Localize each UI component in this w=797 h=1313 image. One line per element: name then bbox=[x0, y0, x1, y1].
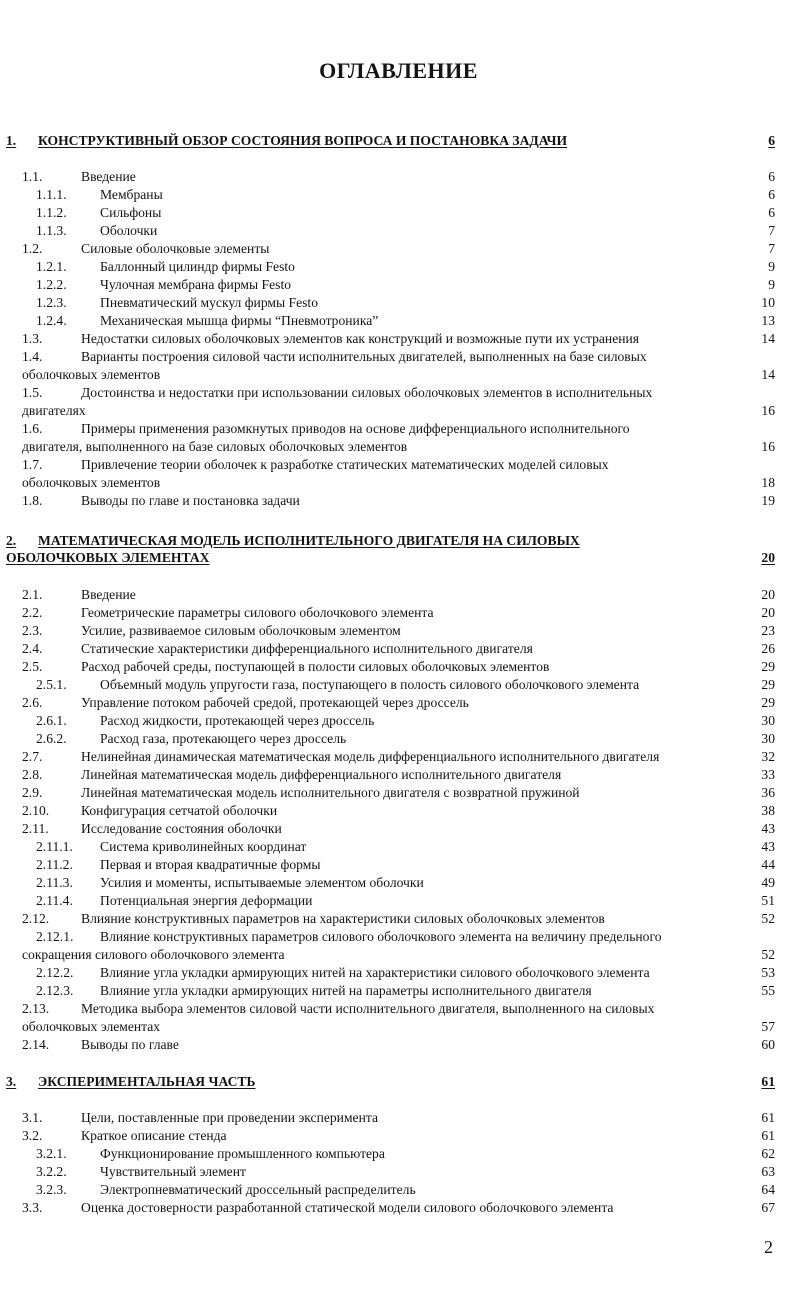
entry-page: 26 bbox=[761, 641, 775, 656]
entry-number: 2.12. bbox=[22, 911, 50, 926]
entry-number: 2.4. bbox=[22, 641, 43, 656]
entry-title: Введение bbox=[81, 587, 136, 602]
entry-number: 1.2.2. bbox=[36, 277, 67, 292]
entry-page: 52 bbox=[761, 947, 775, 962]
page-title: ОГЛАВЛЕНИЕ bbox=[319, 58, 478, 83]
entry-page: 14 bbox=[761, 331, 775, 346]
entry-page: 20 bbox=[761, 605, 775, 620]
entry-title: Усилие, развиваемое силовым оболочковым элементом bbox=[81, 623, 401, 638]
entry-number: 2.6.2. bbox=[36, 731, 67, 746]
chapter-page: 20 bbox=[761, 550, 775, 565]
entry-page: 57 bbox=[761, 1019, 775, 1034]
entry-page: 44 bbox=[761, 857, 775, 872]
entry-number: 2.11.3. bbox=[36, 875, 73, 890]
entry-title: Сильфоны bbox=[100, 205, 162, 220]
entry-page: 61 bbox=[761, 1110, 775, 1125]
entry-number: 1.2. bbox=[22, 241, 43, 256]
entry-number: 1.1.2. bbox=[36, 205, 67, 220]
entry-title: Чувствительный элемент bbox=[100, 1164, 246, 1179]
entry-title: Оценка достоверности разработанной статической модели силового оболочкового элемента bbox=[81, 1200, 614, 1215]
chapter-title: КОНСТРУКТИВНЫЙ ОБЗОР СОСТОЯНИЯ ВОПРОСА И ПОСТАНОВКА ЗАДАЧИ bbox=[38, 133, 568, 148]
entry-page: 30 bbox=[761, 731, 775, 746]
chapter-number: 1. bbox=[6, 133, 17, 148]
entry-title: Выводы по главе и постановка задачи bbox=[81, 493, 300, 508]
entry-title-line1: Привлечение теории оболочек к разработке статических математических моделей силовых bbox=[81, 457, 609, 472]
entry-title: Влияние угла укладки армирующих нитей на характеристики силового оболочкового элемента bbox=[100, 965, 650, 980]
entry-page: 19 bbox=[761, 493, 775, 508]
entry-page: 6 bbox=[768, 205, 775, 220]
entry-title: Объемный модуль упругости газа, поступающего в полость силового оболочкового элемента bbox=[100, 677, 640, 692]
entry-title: Расход рабочей среды, поступающей в полости силовых оболочковых элементов bbox=[81, 659, 550, 674]
entry-number: 2.6. bbox=[22, 695, 43, 710]
entry-page: 62 bbox=[761, 1146, 775, 1161]
entry-page: 6 bbox=[768, 187, 775, 202]
entry-number: 1.6. bbox=[22, 421, 43, 436]
entry-title: Конфигурация сетчатой оболочки bbox=[81, 803, 278, 818]
entry-page: 61 bbox=[761, 1128, 775, 1143]
chapter-title-line1: МАТЕМАТИЧЕСКАЯ МОДЕЛЬ ИСПОЛНИТЕЛЬНОГО ДВИГАТЕЛЯ НА СИЛОВЫХ bbox=[38, 533, 580, 548]
entry-title-line1: Примеры применения разомкнутых приводов на основе дифференциального исполнительного bbox=[81, 421, 630, 436]
entry-title: Оболочки bbox=[100, 223, 158, 238]
entry-title: Статические характеристики дифференциального исполнительного двигателя bbox=[81, 641, 533, 656]
entry-number: 3.2.1. bbox=[36, 1146, 67, 1161]
entry-page: 52 bbox=[761, 911, 775, 926]
entry-page: 29 bbox=[761, 659, 775, 674]
entry-number: 2.7. bbox=[22, 749, 43, 764]
entry-title: Потенциальная энергия деформации bbox=[100, 893, 313, 908]
entry-number: 2.8. bbox=[22, 767, 43, 782]
entry-number: 1.3. bbox=[22, 331, 43, 346]
entry-title: Цели, поставленные при проведении эксперимента bbox=[81, 1110, 379, 1125]
entry-title: Влияние угла укладки армирующих нитей на параметры исполнительного двигателя bbox=[100, 983, 592, 998]
entry-title-line2: сокращения силового оболочкового элемента bbox=[22, 947, 285, 962]
entry-page: 13 bbox=[761, 313, 775, 328]
entry-page: 7 bbox=[768, 241, 775, 256]
entry-title: Механическая мышца фирмы “Пневмотроника” bbox=[100, 313, 379, 328]
entry-page: 30 bbox=[761, 713, 775, 728]
entry-number: 1.5. bbox=[22, 385, 43, 400]
entry-title: Исследование состояния оболочки bbox=[81, 821, 282, 836]
entry-title-line1: Влияние конструктивных параметров силового оболочкового элемента на величину предельного bbox=[100, 929, 662, 944]
entry-number: 3.2.2. bbox=[36, 1164, 67, 1179]
entry-number: 1.1.1. bbox=[36, 187, 67, 202]
entry-number: 3.1. bbox=[22, 1110, 43, 1125]
entry-title: Система криволинейных координат bbox=[100, 839, 307, 854]
entry-page: 33 bbox=[761, 767, 775, 782]
entry-title: Линейная математическая модель исполнительного двигателя с возвратной пружиной bbox=[81, 785, 580, 800]
entry-title: Выводы по главе bbox=[81, 1037, 179, 1052]
entry-number: 2.5. bbox=[22, 659, 43, 674]
chapter-page: 6 bbox=[768, 133, 775, 148]
entry-title: Геометрические параметры силового оболочкового элемента bbox=[81, 605, 434, 620]
entry-page: 36 bbox=[761, 785, 775, 800]
entry-title: Влияние конструктивных параметров на характеристики силовых оболочковых элементов bbox=[81, 911, 605, 926]
entry-page: 20 bbox=[761, 587, 775, 602]
entry-number: 2.10. bbox=[22, 803, 50, 818]
entry-title: Функционирование промышленного компьютера bbox=[100, 1146, 385, 1161]
entry-number: 2.12.1. bbox=[36, 929, 74, 944]
entry-number: 2.9. bbox=[22, 785, 43, 800]
entry-number: 1.2.3. bbox=[36, 295, 67, 310]
entry-page: 67 bbox=[761, 1200, 775, 1215]
entry-title-line2: двигателях bbox=[22, 403, 86, 418]
chapter-page: 61 bbox=[761, 1074, 775, 1089]
entry-number: 3.2. bbox=[22, 1128, 43, 1143]
chapter-3-heading[interactable] bbox=[6, 1073, 775, 1090]
chapter-1-heading[interactable] bbox=[6, 132, 775, 149]
chapter-title: ЭКСПЕРИМЕНТАЛЬНАЯ ЧАСТЬ bbox=[38, 1074, 256, 1089]
entry-title-line2: двигателя, выполненного на базе силовых оболочковых элементов bbox=[22, 439, 408, 454]
entry-number: 2.5.1. bbox=[36, 677, 67, 692]
entry-page: 51 bbox=[761, 893, 775, 908]
entry-number: 2.12.3. bbox=[36, 983, 74, 998]
entry-title: Краткое описание стенда bbox=[81, 1128, 227, 1143]
entry-title: Электропневматический дроссельный распределитель bbox=[100, 1182, 416, 1197]
entry-title: Расход газа, протекающего через дроссель bbox=[100, 731, 347, 746]
entry-number: 1.8. bbox=[22, 493, 43, 508]
entry-page: 32 bbox=[761, 749, 775, 764]
page-number: 2 bbox=[764, 1237, 773, 1257]
entry-title: Чулочная мембрана фирмы Festo bbox=[100, 277, 292, 292]
entry-page: 38 bbox=[761, 803, 775, 818]
entry-title-line1: Достоинства и недостатки при использовании силовых оболочковых элементов в исполнительных bbox=[81, 385, 653, 400]
entry-number: 3.3. bbox=[22, 1200, 43, 1215]
entry-number: 1.1. bbox=[22, 169, 43, 184]
entry-page: 55 bbox=[761, 983, 775, 998]
entry-number: 2.14. bbox=[22, 1037, 50, 1052]
entry-page: 29 bbox=[761, 695, 775, 710]
entry-page: 63 bbox=[761, 1164, 775, 1179]
entry-number: 3.2.3. bbox=[36, 1182, 67, 1197]
entry-page: 60 bbox=[761, 1037, 775, 1052]
entry-page: 49 bbox=[761, 875, 775, 890]
entry-number: 1.7. bbox=[22, 457, 43, 472]
entry-page: 9 bbox=[768, 277, 775, 292]
chapter-number: 2. bbox=[6, 533, 17, 548]
entry-number: 2.12.2. bbox=[36, 965, 74, 980]
entry-number: 2.2. bbox=[22, 605, 43, 620]
entry-title: Нелинейная динамическая математическая модель дифференциального исполнительного двигателя bbox=[81, 749, 660, 764]
entry-title: Линейная математическая модель дифференциального исполнительного двигателя bbox=[81, 767, 562, 782]
entry-title-line2: оболочковых элементов bbox=[22, 475, 161, 490]
entry-title: Введение bbox=[81, 169, 136, 184]
entry-number: 2.11.1. bbox=[36, 839, 73, 854]
chapter-title-line2: ОБОЛОЧКОВЫХ ЭЛЕМЕНТАХ bbox=[6, 550, 210, 565]
entry-page: 29 bbox=[761, 677, 775, 692]
chapter-2-heading[interactable] bbox=[6, 532, 775, 566]
entry-page: 9 bbox=[768, 259, 775, 274]
entry-number: 1.2.4. bbox=[36, 313, 67, 328]
entry-page: 43 bbox=[761, 839, 775, 854]
entry-title: Мембраны bbox=[100, 187, 163, 202]
entry-title: Недостатки силовых оболочковых элементов как конструкций и возможные пути их устранения bbox=[81, 331, 640, 346]
entry-number: 1.2.1. bbox=[36, 259, 67, 274]
entry-title: Силовые оболочковые элементы bbox=[81, 241, 270, 256]
entry-page: 14 bbox=[761, 367, 775, 382]
entry-page: 7 bbox=[768, 223, 775, 238]
entry-page: 23 bbox=[761, 623, 775, 638]
entry-number: 2.11.2. bbox=[36, 857, 73, 872]
entry-number: 2.3. bbox=[22, 623, 43, 638]
entry-page: 16 bbox=[761, 439, 775, 454]
entry-title-line2: оболочковых элементах bbox=[22, 1019, 161, 1034]
entry-number: 2.1. bbox=[22, 587, 43, 602]
entry-title-line1: Варианты построения силовой части исполнительных двигателей, выполненных на базе силовых bbox=[81, 349, 647, 364]
entry-page: 43 bbox=[761, 821, 775, 836]
entry-page: 10 bbox=[761, 295, 775, 310]
entry-number: 1.4. bbox=[22, 349, 43, 364]
entry-number: 2.6.1. bbox=[36, 713, 67, 728]
entry-number: 1.1.3. bbox=[36, 223, 67, 238]
entry-title: Пневматический мускул фирмы Festo bbox=[100, 295, 319, 310]
chapter-number: 3. bbox=[6, 1074, 17, 1089]
entry-number: 2.11.4. bbox=[36, 893, 73, 908]
entry-page: 53 bbox=[761, 965, 775, 980]
entry-page: 64 bbox=[761, 1182, 775, 1197]
entry-page: 16 bbox=[761, 403, 775, 418]
entry-title-line2: оболочковых элементов bbox=[22, 367, 161, 382]
entry-title: Баллонный цилиндр фирмы Festo bbox=[100, 259, 295, 274]
entry-title-line1: Методика выбора элементов силовой части исполнительного двигателя, выполненного на силовых bbox=[81, 1001, 655, 1016]
entry-title: Усилия и моменты, испытываемые элементом оболочки bbox=[100, 875, 424, 890]
entry-page: 18 bbox=[761, 475, 775, 490]
entry-number: 2.11. bbox=[22, 821, 49, 836]
entry-title: Управление потоком рабочей средой, протекающей через дроссель bbox=[81, 695, 469, 710]
entry-title: Первая и вторая квадратичные формы bbox=[100, 857, 321, 872]
entry-title: Расход жидкости, протекающей через дроссель bbox=[100, 713, 375, 728]
entry-number: 2.13. bbox=[22, 1001, 50, 1016]
entry-page: 6 bbox=[768, 169, 775, 184]
